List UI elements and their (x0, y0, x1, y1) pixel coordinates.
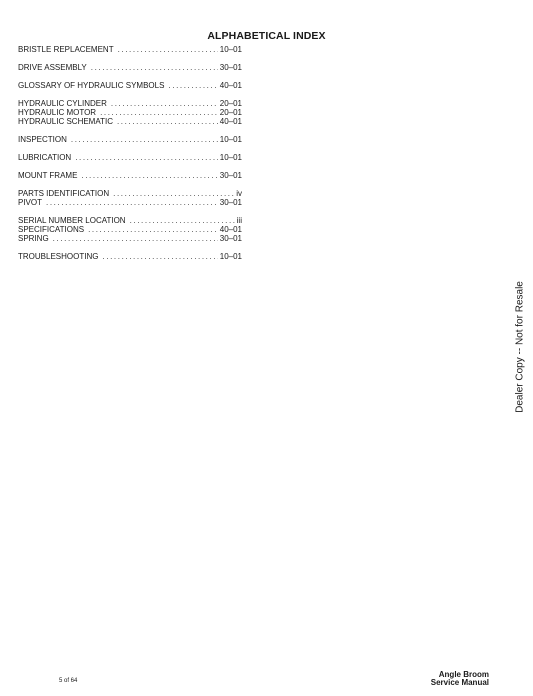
index-group (18, 63, 242, 72)
index-entry-term: SERIAL NUMBER LOCATION (18, 216, 126, 225)
index-entry-term: INSPECTION (18, 135, 67, 144)
index-entry-page: 20–01 (219, 99, 242, 108)
dot-leader (75, 153, 218, 162)
index-entry-page: 30–01 (219, 63, 242, 72)
dot-leader (91, 63, 218, 72)
index-group (18, 153, 242, 162)
dot-leader (81, 171, 217, 180)
dot-leader (100, 108, 218, 117)
dot-leader (111, 99, 218, 108)
index-entry-term: HYDRAULIC MOTOR (18, 108, 97, 117)
index-entry-page: 10–01 (219, 252, 242, 261)
index-entry (18, 117, 242, 126)
footer-manual-title (431, 671, 489, 687)
index-entry-term: GLOSSARY OF HYDRAULIC SYMBOLS (18, 81, 165, 90)
index-group (18, 45, 242, 54)
dot-leader (71, 135, 218, 144)
index-entry-term: SPECIFICATIONS (18, 225, 85, 234)
index-entry-term: TROUBLESHOOTING (18, 252, 99, 261)
index-entry-term: MOUNT FRAME (18, 171, 78, 180)
index-entry (18, 234, 242, 243)
index-group (18, 135, 242, 144)
index-entry (18, 252, 242, 261)
index-entry-page: 20–01 (219, 108, 242, 117)
page-title: ALPHABETICAL INDEX (207, 30, 326, 42)
alphabetical-index-list (18, 45, 242, 270)
index-entry-term: HYDRAULIC CYLINDER (18, 99, 107, 108)
index-entry-page: iii (236, 216, 242, 225)
dot-leader (53, 234, 218, 243)
index-entry-term: HYDRAULIC SCHEMATIC (18, 117, 113, 126)
index-group (18, 216, 242, 243)
index-entry-term: SPRING (18, 234, 49, 243)
index-entry-page: 10–01 (219, 45, 242, 54)
index-entry-term: LUBRICATION (18, 153, 72, 162)
index-entry (18, 216, 242, 225)
footer-page-number: 5 of 64 (59, 678, 78, 684)
index-entry-term: PARTS IDENTIFICATION (18, 189, 110, 198)
index-group (18, 252, 242, 261)
index-entry (18, 63, 242, 72)
dot-leader (168, 81, 217, 90)
index-entry (18, 108, 242, 117)
index-group (18, 81, 242, 90)
dot-leader (130, 216, 235, 225)
index-group (18, 171, 242, 180)
dot-leader (113, 189, 234, 198)
index-entry-term: PIVOT (18, 198, 43, 207)
index-entry (18, 99, 242, 108)
dot-leader (117, 117, 218, 126)
index-entry (18, 171, 242, 180)
index-entry (18, 189, 242, 198)
index-entry-page: 40–01 (219, 117, 242, 126)
index-entry (18, 225, 242, 234)
index-entry-page: 40–01 (219, 81, 242, 90)
dealer-copy-watermark: Dealer Copy -- Not for Resale (514, 281, 526, 413)
index-entry (18, 135, 242, 144)
index-entry-page: 10–01 (219, 153, 242, 162)
index-group (18, 99, 242, 126)
index-entry (18, 45, 242, 54)
index-entry-term: DRIVE ASSEMBLY (18, 63, 87, 72)
footer-manual-name: Angle Broom (438, 670, 489, 679)
index-entry-page: iv (236, 189, 242, 198)
index-entry-page: 40–01 (219, 225, 242, 234)
index-entry-term: BRISTLE REPLACEMENT (18, 45, 114, 54)
index-entry-page: 10–01 (219, 135, 242, 144)
footer-manual-type: Service Manual (430, 678, 489, 687)
index-entry (18, 198, 242, 207)
dot-leader (88, 225, 218, 234)
dot-leader (102, 252, 217, 261)
index-entry-page: 30–01 (219, 171, 242, 180)
dot-leader (118, 45, 218, 54)
index-entry-page: 30–01 (219, 234, 242, 243)
index-entry (18, 153, 242, 162)
index-entry-page: 30–01 (219, 198, 242, 207)
index-group (18, 189, 242, 207)
dot-leader (46, 198, 218, 207)
index-entry (18, 81, 242, 90)
